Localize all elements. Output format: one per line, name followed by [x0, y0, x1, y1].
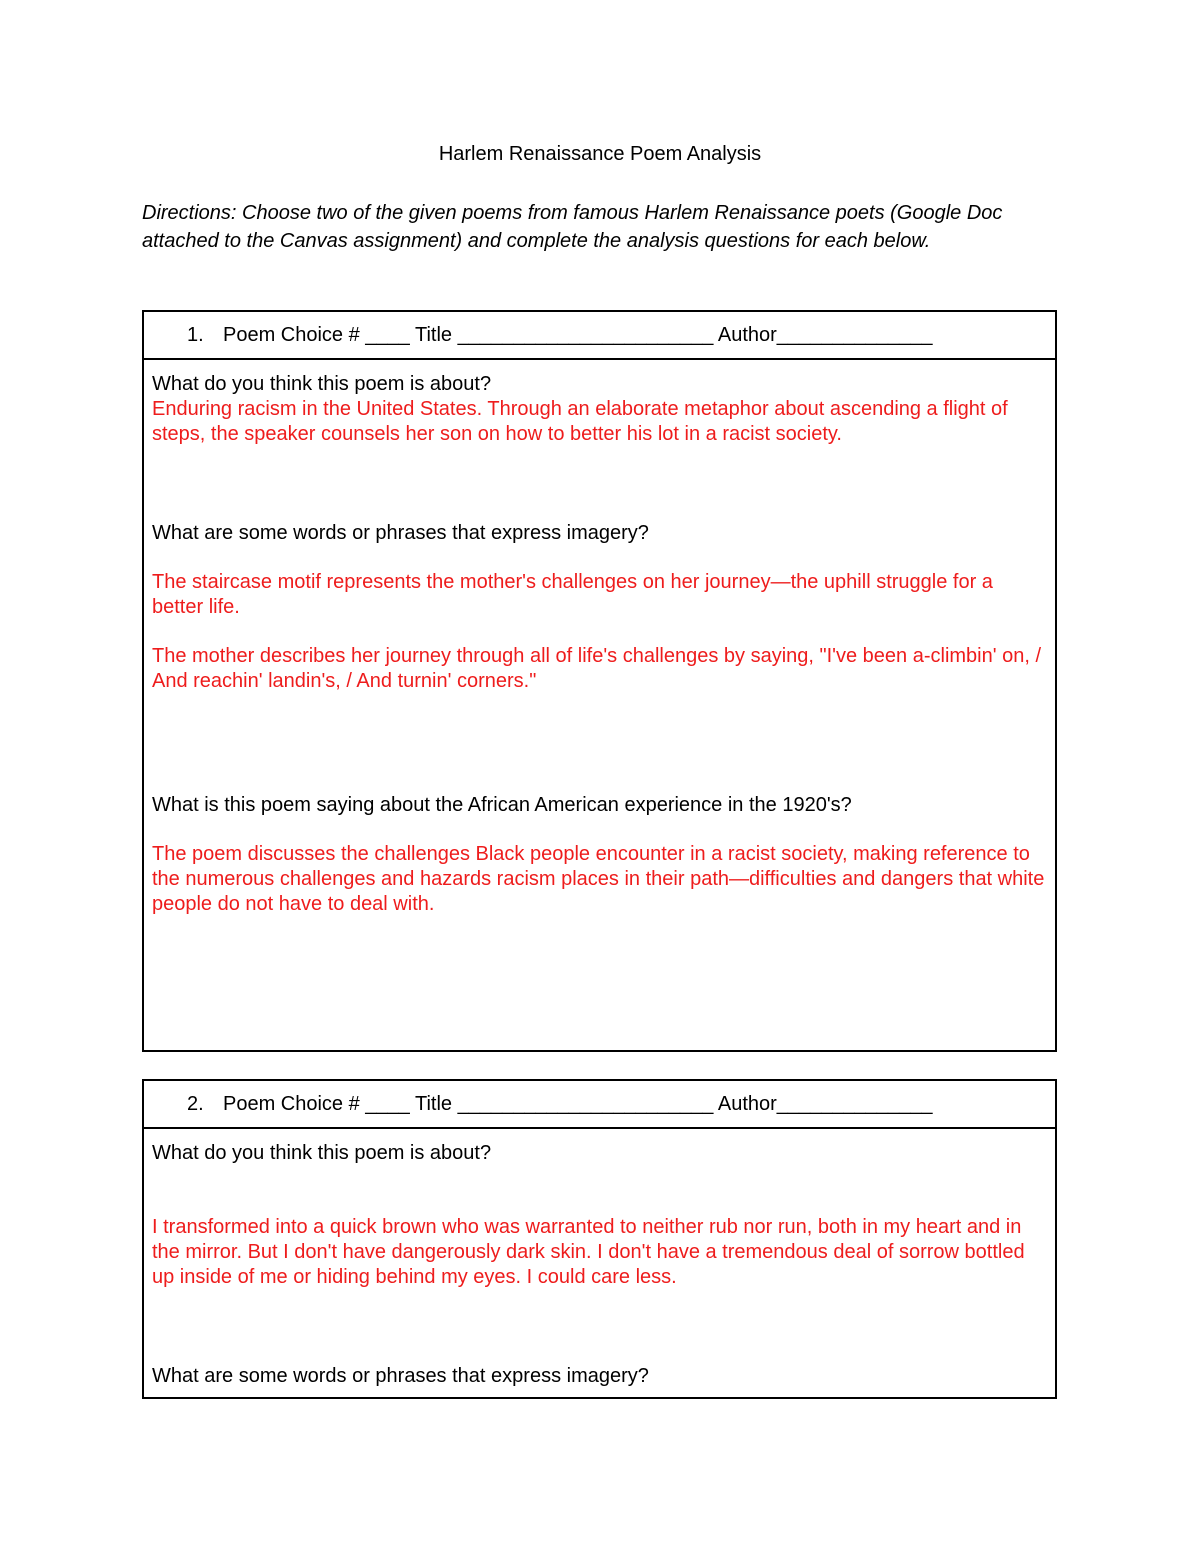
directions-text: Directions: Choose two of the given poems from famous Harlem Renaissance poets (Google Doc attached to the Canvas assignment) and complete the analysis questions for each below. [142, 202, 1003, 252]
question-about-2: What do you think this poem is about? [152, 1142, 492, 1164]
poem-analysis-card-2 [142, 1079, 1057, 1399]
poem-analysis-body-2 [144, 1129, 1055, 1389]
poem-choice-header-1 [144, 312, 1055, 360]
answer-about-1[interactable]: Enduring racism in the United States. Through an elaborate metaphor about ascending a flight of steps, the speaker counsels her son on how to better his lot in a racist society. [152, 398, 1008, 445]
poem-number-2: 2. [187, 1092, 204, 1115]
answer-about-2[interactable]: I transformed into a quick brown who was warranted to neither rub nor run, both in my heart and in the mirror. But I don't have dangerously dark skin. I don't have a tremendous deal of sorrow bottled up inside of me or hiding behind my eyes. I could care less. [152, 1216, 1025, 1288]
question-about-1: What do you think this poem is about? [152, 373, 492, 395]
page-title: Harlem Renaissance Poem Analysis [438, 143, 762, 165]
answer-imagery-1b[interactable]: The mother describes her journey through all of life's challenges by saying, "I've been a-climbin' on, / And reachin' landin's, / And turnin' corners." [152, 645, 1042, 692]
poem-number-1: 1. [187, 323, 204, 346]
question-imagery-2: What are some words or phrases that express imagery? [152, 1365, 649, 1387]
poem-choice-line-2[interactable]: Poem Choice # ____ Title _______________________ Author______________ [223, 1092, 933, 1115]
poem-analysis-body-1 [144, 360, 1055, 917]
answer-imagery-1a[interactable]: The staircase motif represents the mother's challenges on her journey—the uphill struggle for a better life. [152, 571, 993, 618]
question-experience-1: What is this poem saying about the African American experience in the 1920's? [152, 794, 852, 816]
poem-choice-line-1[interactable]: Poem Choice # ____ Title _______________________ Author______________ [223, 323, 933, 346]
answer-experience-1[interactable]: The poem discusses the challenges Black people encounter in a racist society, making reference to the numerous challenges and hazards racism places in their path—difficulties and dangers that white people do not have to deal with. [152, 843, 1045, 915]
poem-analysis-card-1 [142, 310, 1057, 1052]
poem-choice-header-2 [144, 1081, 1055, 1129]
question-imagery-1: What are some words or phrases that express imagery? [152, 522, 649, 544]
